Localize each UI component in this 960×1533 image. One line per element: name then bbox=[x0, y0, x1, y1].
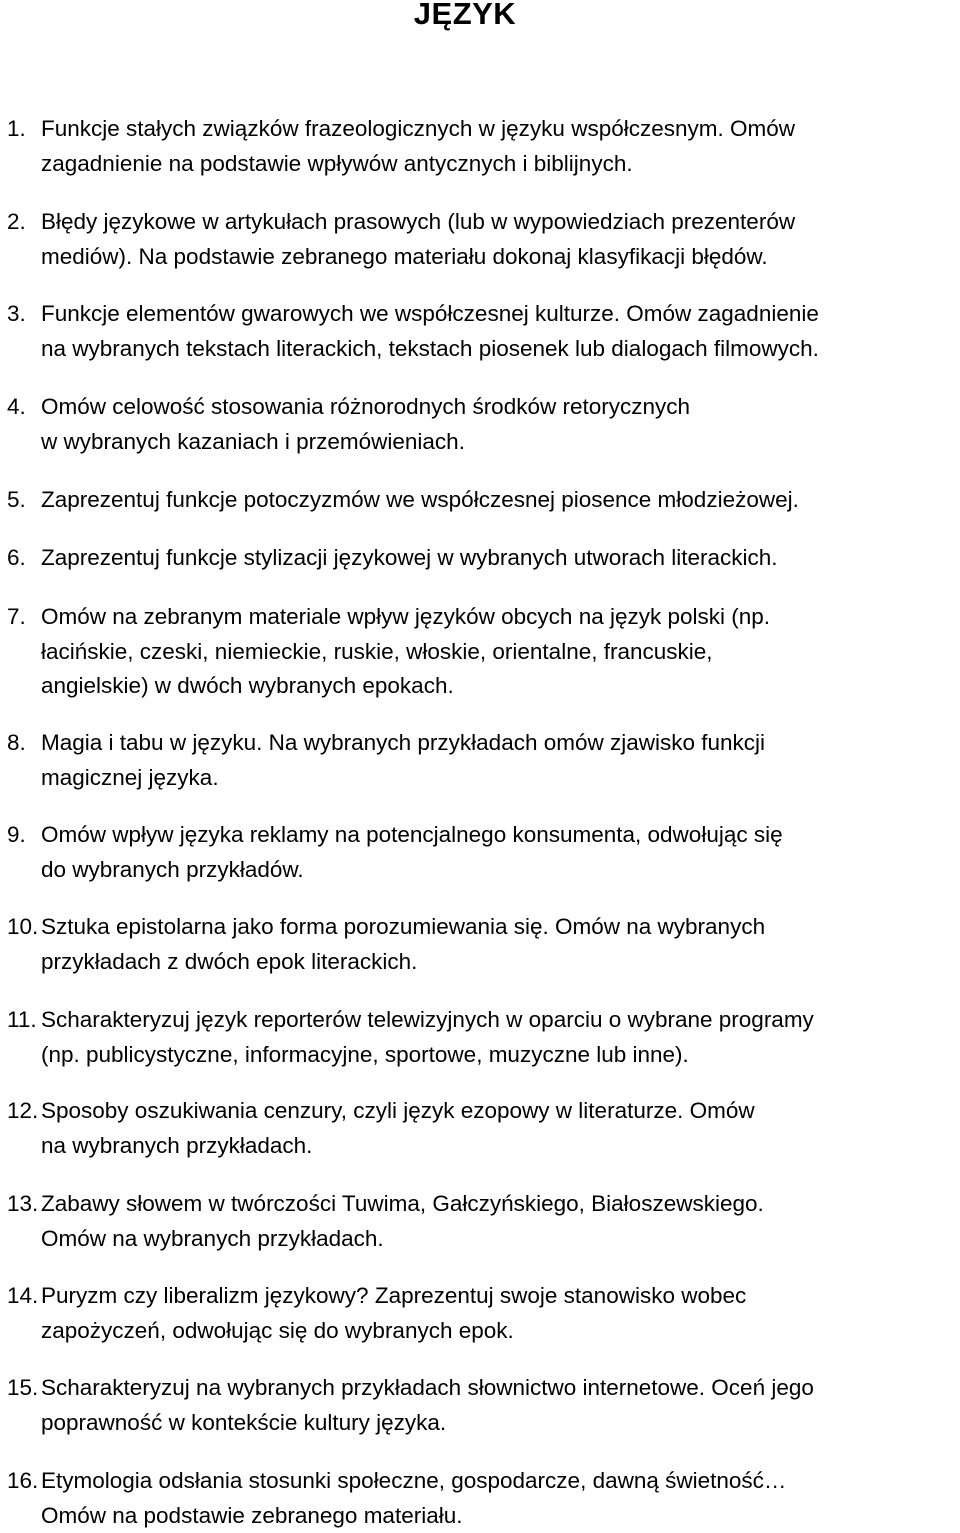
item-text-line: Scharakteryzuj na wybranych przykładach słownictwo internetowe. Oceń jego bbox=[41, 1375, 814, 1400]
item-text-line: w wybranych kazaniach i przemówieniach. bbox=[41, 428, 465, 454]
item-number: 3. bbox=[7, 301, 26, 326]
list-item bbox=[0, 818, 960, 887]
item-text-line: Omów wpływ języka reklamy na potencjalnego konsumenta, odwołując się bbox=[41, 822, 783, 847]
item-number: 6. bbox=[7, 545, 26, 570]
item-text-line: Funkcje stałych związków frazeologicznych w języku współczesnym. Omów bbox=[41, 116, 796, 141]
item-number: 12. bbox=[7, 1098, 39, 1123]
item-text-line: do wybranych przykładów. bbox=[41, 856, 304, 882]
item-text-line: Omów na zebranym materiale wpływ języków obcych na język polski (np. bbox=[41, 604, 771, 629]
list-item bbox=[0, 1464, 960, 1533]
list-item bbox=[0, 726, 960, 795]
list-item bbox=[0, 1279, 960, 1348]
item-number: 8. bbox=[7, 730, 26, 755]
item-number: 2. bbox=[7, 209, 26, 234]
item-number: 5. bbox=[7, 487, 26, 512]
item-text-line: na wybranych tekstach literackich, tekstach piosenek lub dialogach filmowych. bbox=[41, 335, 819, 361]
item-number: 7. bbox=[7, 604, 26, 629]
item-text-line: poprawność w kontekście kultury języka. bbox=[41, 1409, 447, 1435]
item-text-line: Zaprezentuj funkcje potoczyzmów we współczesnej piosence młodzieżowej. bbox=[41, 487, 799, 512]
item-text-line: Omów celowość stosowania różnorodnych środków retorycznych bbox=[41, 394, 691, 419]
item-text-line: zapożyczeń, odwołując się do wybranych epok. bbox=[41, 1317, 514, 1343]
item-text-line: Magia i tabu w języku. Na wybranych przykładach omów zjawisko funkcji bbox=[41, 730, 766, 755]
item-text-line: (np. publicystyczne, informacyjne, sportowe, muzyczne lub inne). bbox=[41, 1041, 689, 1067]
list-item bbox=[0, 910, 960, 979]
item-text-line: na wybranych przykładach. bbox=[41, 1132, 313, 1158]
list-item bbox=[0, 541, 960, 576]
item-text-line: Błędy językowe w artykułach prasowych (lub w wypowiedziach prezenterów bbox=[41, 209, 796, 234]
list-item bbox=[0, 390, 960, 459]
list-item bbox=[0, 600, 960, 704]
item-number: 13. bbox=[7, 1191, 39, 1216]
item-number: 16. bbox=[7, 1468, 39, 1493]
item-text-line: mediów). Na podstawie zebranego materiału dokonaj klasyfikacji błędów. bbox=[41, 243, 768, 269]
item-text-line: Zaprezentuj funkcje stylizacji językowej w wybranych utworach literackich. bbox=[41, 545, 778, 570]
item-text-line: angielskie) w dwóch wybranych epokach. bbox=[41, 673, 454, 698]
item-number: 10. bbox=[7, 914, 39, 939]
list-item bbox=[0, 1187, 960, 1256]
item-number: 1. bbox=[7, 116, 26, 141]
item-text-line: Zabawy słowem w twórczości Tuwima, Gałczyńskiego, Białoszewskiego. bbox=[41, 1191, 764, 1216]
list-item bbox=[0, 1094, 960, 1163]
item-text-line: Puryzm czy liberalizm językowy? Zaprezentuj swoje stanowisko wobec bbox=[41, 1283, 747, 1308]
list-item bbox=[0, 483, 960, 518]
list-item bbox=[0, 1371, 960, 1440]
item-number: 11. bbox=[7, 1007, 37, 1032]
item-text-line: przykładach z dwóch epok literackich. bbox=[41, 948, 418, 974]
item-text-line: Sposoby oszukiwania cenzury, czyli język ezopowy w literaturze. Omów bbox=[41, 1098, 755, 1123]
item-text-line: zagadnienie na podstawie wpływów antycznych i biblijnych. bbox=[41, 150, 633, 176]
item-number: 9. bbox=[7, 822, 26, 847]
item-text-line: Scharakteryzuj język reporterów telewizyjnych w oparciu o wybrane programy bbox=[41, 1007, 814, 1032]
item-number: 15. bbox=[7, 1375, 39, 1400]
list-item bbox=[0, 112, 960, 181]
document-title: JĘZYK bbox=[413, 0, 517, 31]
item-text-line: Omów na wybranych przykładach. bbox=[41, 1225, 384, 1251]
list-item bbox=[0, 297, 960, 366]
item-text-line: magicznej języka. bbox=[41, 764, 219, 790]
item-text-line: Sztuka epistolarna jako forma porozumiewania się. Omów na wybranych bbox=[41, 914, 766, 939]
item-text-line: łacińskie, czeski, niemieckie, ruskie, włoskie, orientalne, francuskie, bbox=[41, 638, 713, 664]
item-number: 4. bbox=[7, 394, 26, 419]
item-number: 14. bbox=[7, 1283, 39, 1308]
list-item bbox=[0, 205, 960, 274]
item-text-line: Funkcje elementów gwarowych we współczesnej kulturze. Omów zagadnienie bbox=[41, 301, 819, 326]
item-text-line: Omów na podstawie zebranego materiału. bbox=[41, 1502, 463, 1528]
item-text-line: Etymologia odsłania stosunki społeczne, gospodarcze, dawną świetność… bbox=[41, 1468, 787, 1493]
list-item bbox=[0, 1003, 960, 1072]
